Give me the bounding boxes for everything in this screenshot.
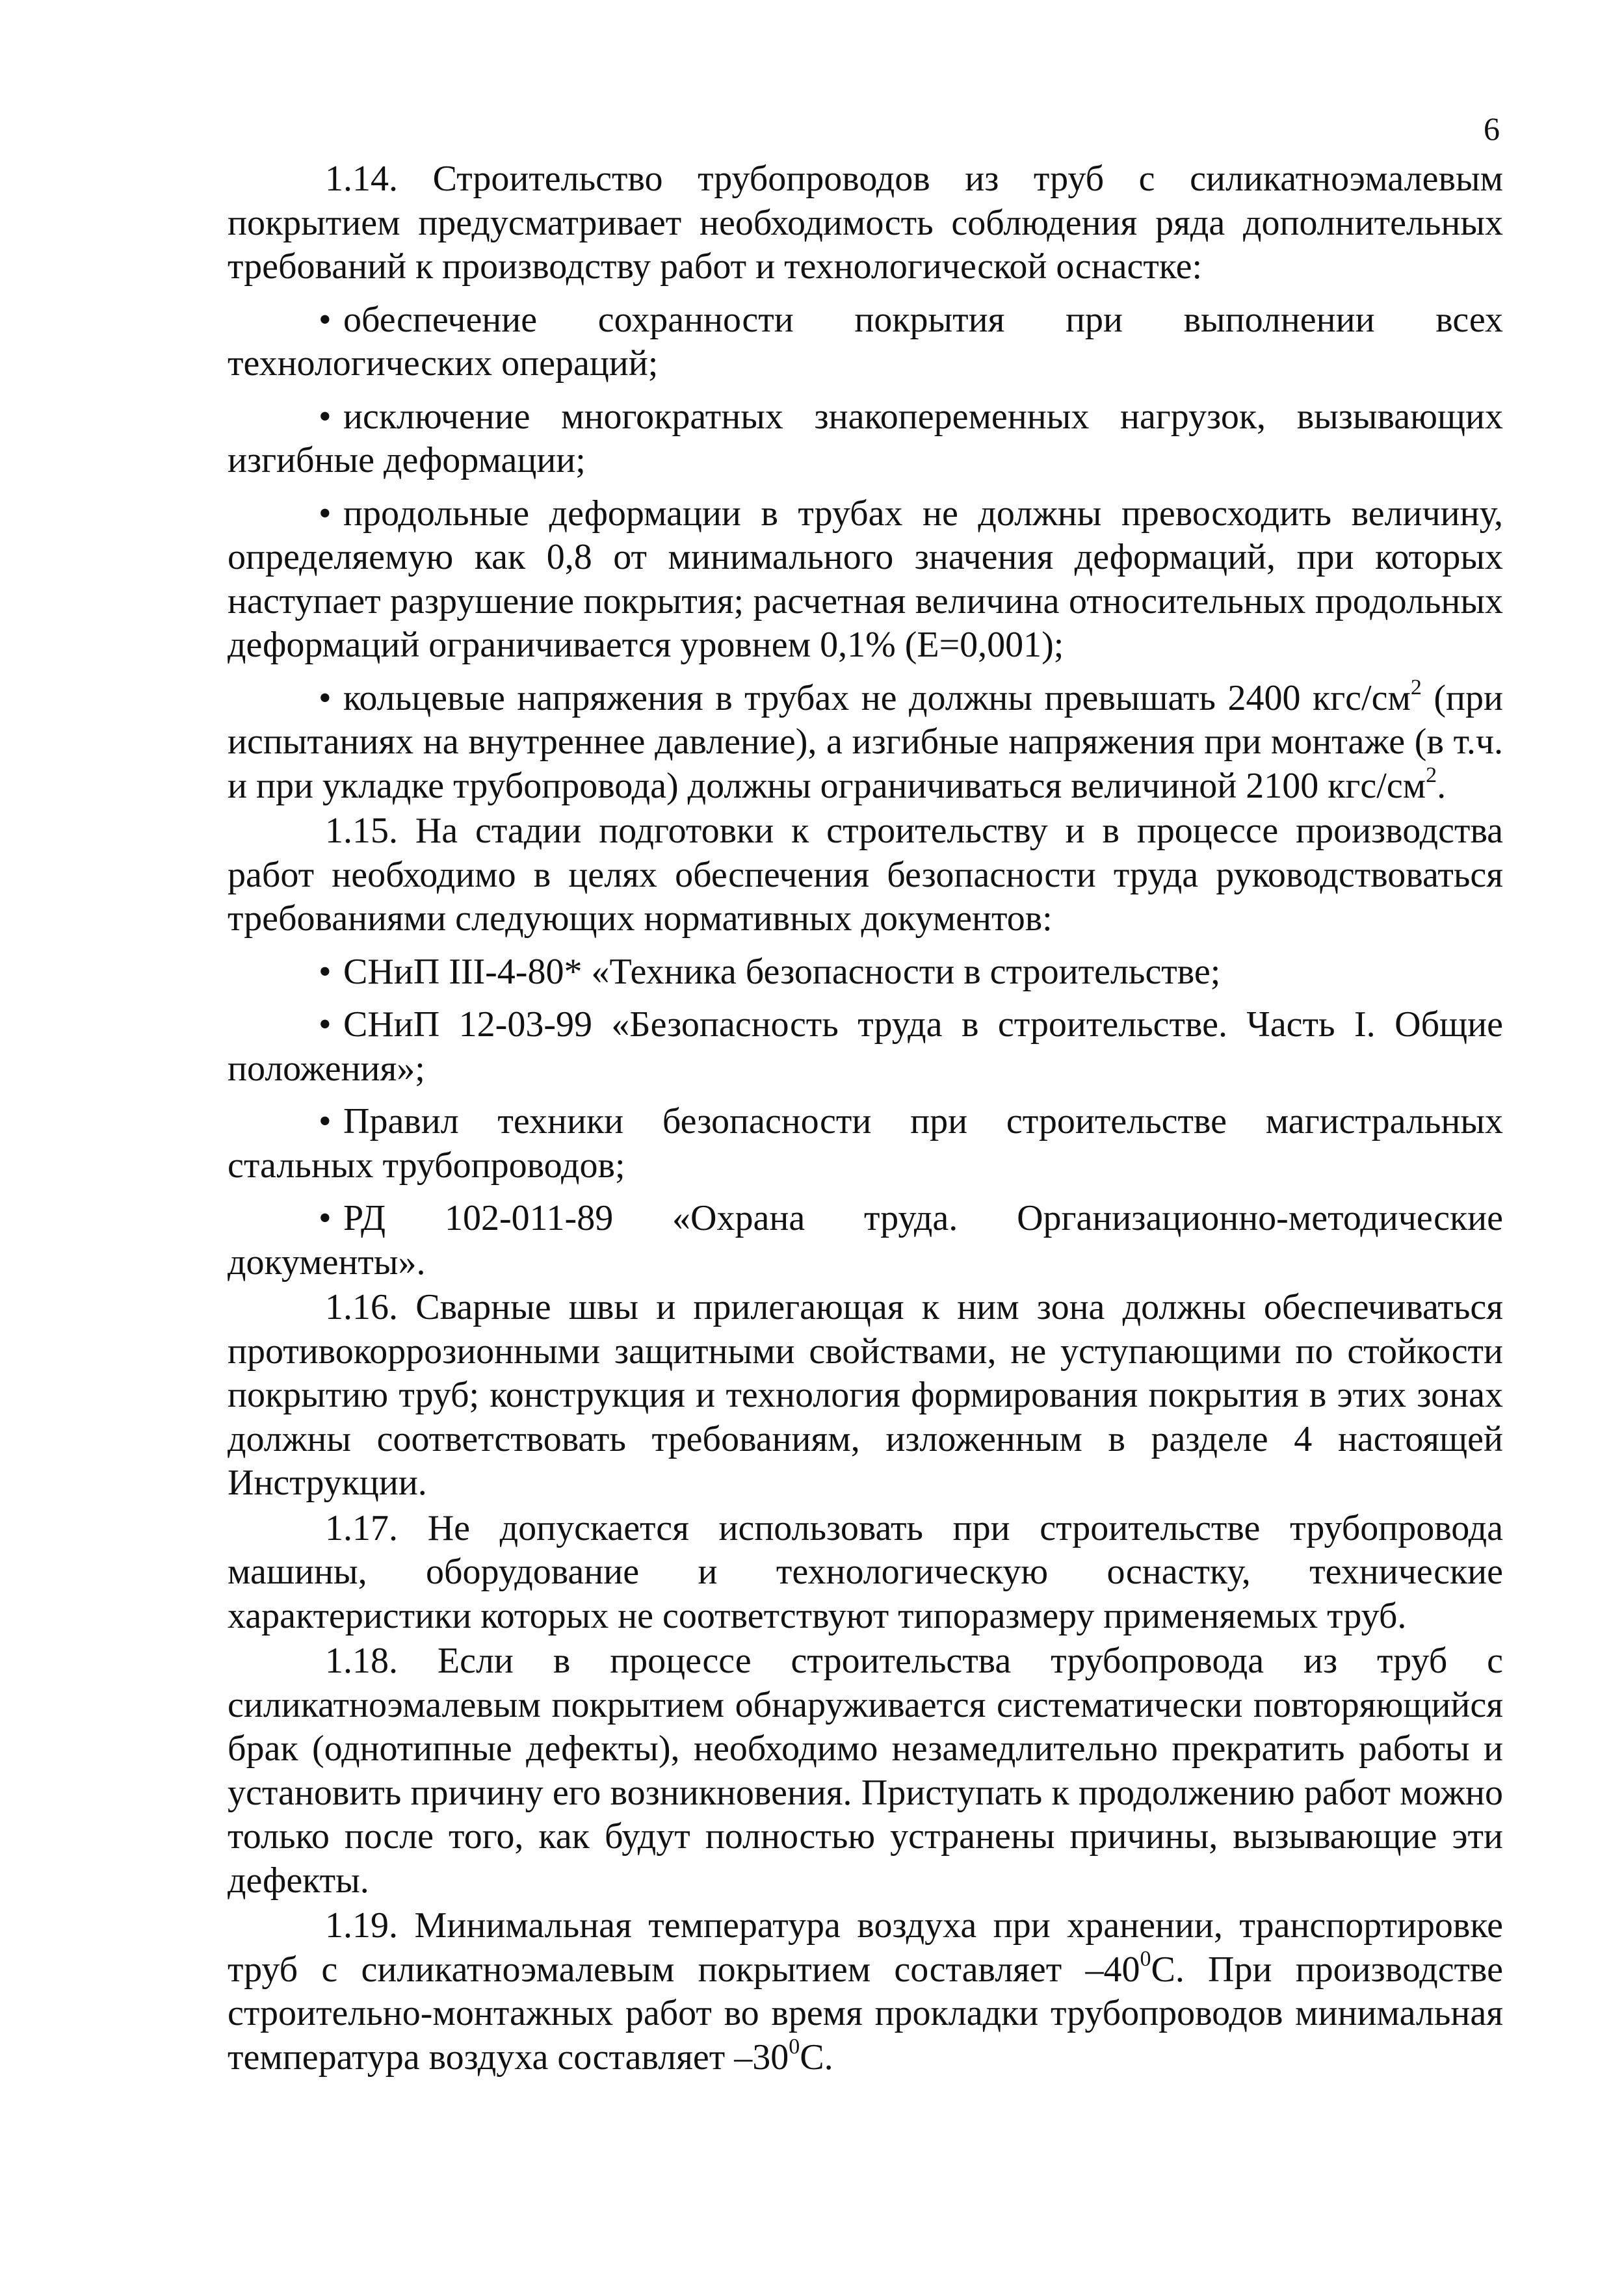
superscript: 0 bbox=[1140, 1946, 1151, 1971]
bullet-text: продольные деформации в трубах не должны превосходить величину, определяемую как 0,8 от минимального значения деформаций, при которых наступает разрушение покрытия; расчетная величина относительных продольных деформаций ограничивается уровнем 0,1% (Е=0,001); bbox=[228, 493, 1503, 665]
paragraph-text: 1.19. Минимальная температура воздуха при хранении, транспортировке труб с силикатноэмалевым покрытием составляет –40 bbox=[228, 1905, 1503, 1990]
bullet-item bbox=[228, 1003, 1503, 1091]
bullet-item bbox=[228, 298, 1503, 386]
document-body bbox=[228, 157, 1503, 2079]
superscript: 0 bbox=[789, 2034, 800, 2059]
bullet-icon: • bbox=[319, 1004, 332, 1045]
paragraph-text: С. bbox=[800, 2037, 833, 2078]
bullet-item bbox=[228, 950, 1503, 995]
bullet-text: Правил техники безопасности при строительстве магистральных стальных трубопроводов; bbox=[228, 1101, 1503, 1186]
bullet-icon: • bbox=[319, 396, 332, 437]
paragraph-text: С. При производстве строительно-монтажных работ во время прокладки трубопроводов минимальная температура воздуха составляет –30 bbox=[228, 1949, 1503, 2078]
paragraph-1-19 bbox=[228, 1904, 1503, 2079]
bullet-text: (при испытаниях на внутреннее давление), а изгибные напряжения при монтаже (в т.ч. и при укладке трубопровода) должны ограничиваться величиной 2100 кгс/см bbox=[228, 677, 1503, 806]
superscript: 2 bbox=[1426, 763, 1437, 787]
paragraph-1-17: 1.17. Не допускается использовать при строительстве трубопровода машины, оборудование и технологическую оснастку, технические характеристики которых не соответствуют типоразмеру применяемых труб. bbox=[228, 1507, 1503, 1636]
paragraph-1-16: 1.16. Сварные швы и прилегающая к ним зона должны обеспечиваться противокоррозионными защитными свойствами, не уступающими по стойкости покрытию труб; конструкция и технология формирования покрытия в этих зонах должны соответствовать требованиям, изложенным в разделе 4 настоящей Инструкции. bbox=[228, 1287, 1503, 1503]
bullet-text: РД 102-011-89 «Охрана труда. Организационно-методические документы». bbox=[228, 1198, 1503, 1283]
page-number: 6 bbox=[1484, 111, 1500, 147]
superscript: 2 bbox=[1410, 675, 1422, 699]
bullet-text: исключение многократных знакопеременных нагрузок, вызывающих изгибные деформации; bbox=[228, 396, 1503, 480]
bullet-item bbox=[228, 395, 1503, 483]
bullet-icon: • bbox=[319, 1101, 332, 1141]
bullet-icon: • bbox=[319, 677, 332, 718]
paragraph-1-18: 1.18. Если в процессе строительства трубопровода из труб с силикатноэмалевым покрытием обнаруживается систематически повторяющийся брак (однотипные дефекты), необходимо незамедлительно прекратить работы и установить причину его возникновения. Приступать к продолжению работ можно только после того, как будут полностью устранены причины, вызывающие эти дефекты. bbox=[228, 1641, 1503, 1901]
bullet-text: кольцевые напряжения в трубах не должны превышать 2400 кгс/см bbox=[343, 677, 1411, 718]
bullet-text: обеспечение сохранности покрытия при выполнении всех технологических операций; bbox=[228, 299, 1503, 384]
paragraph-1-15: 1.15. На стадии подготовки к строительству и в процессе производства работ необходимо в целях обеспечения безопасности труда руководствоваться требованиями следующих нормативных документов: bbox=[228, 811, 1503, 939]
bullet-item bbox=[228, 1100, 1503, 1188]
bullet-icon: • bbox=[319, 493, 332, 534]
bullet-text: . bbox=[1437, 765, 1447, 806]
bullet-icon: • bbox=[319, 951, 332, 992]
bullet-item bbox=[228, 1197, 1503, 1284]
bullet-item bbox=[228, 492, 1503, 668]
bullet-text: СНиП 12-03-99 «Безопасность труда в строительстве. Часть I. Общие положения»; bbox=[228, 1004, 1503, 1089]
bullet-item bbox=[228, 677, 1503, 809]
bullet-icon: • bbox=[319, 1198, 332, 1238]
bullet-text: СНиП III-4-80* «Техника безопасности в строительстве; bbox=[343, 951, 1221, 992]
paragraph-1-14: 1.14. Строительство трубопроводов из труб с силикатноэмалевым покрытием предусматривает необходимость соблюдения ряда дополнительных требований к производству работ и технологической оснастке: bbox=[228, 159, 1503, 287]
bullet-icon: • bbox=[319, 299, 332, 340]
